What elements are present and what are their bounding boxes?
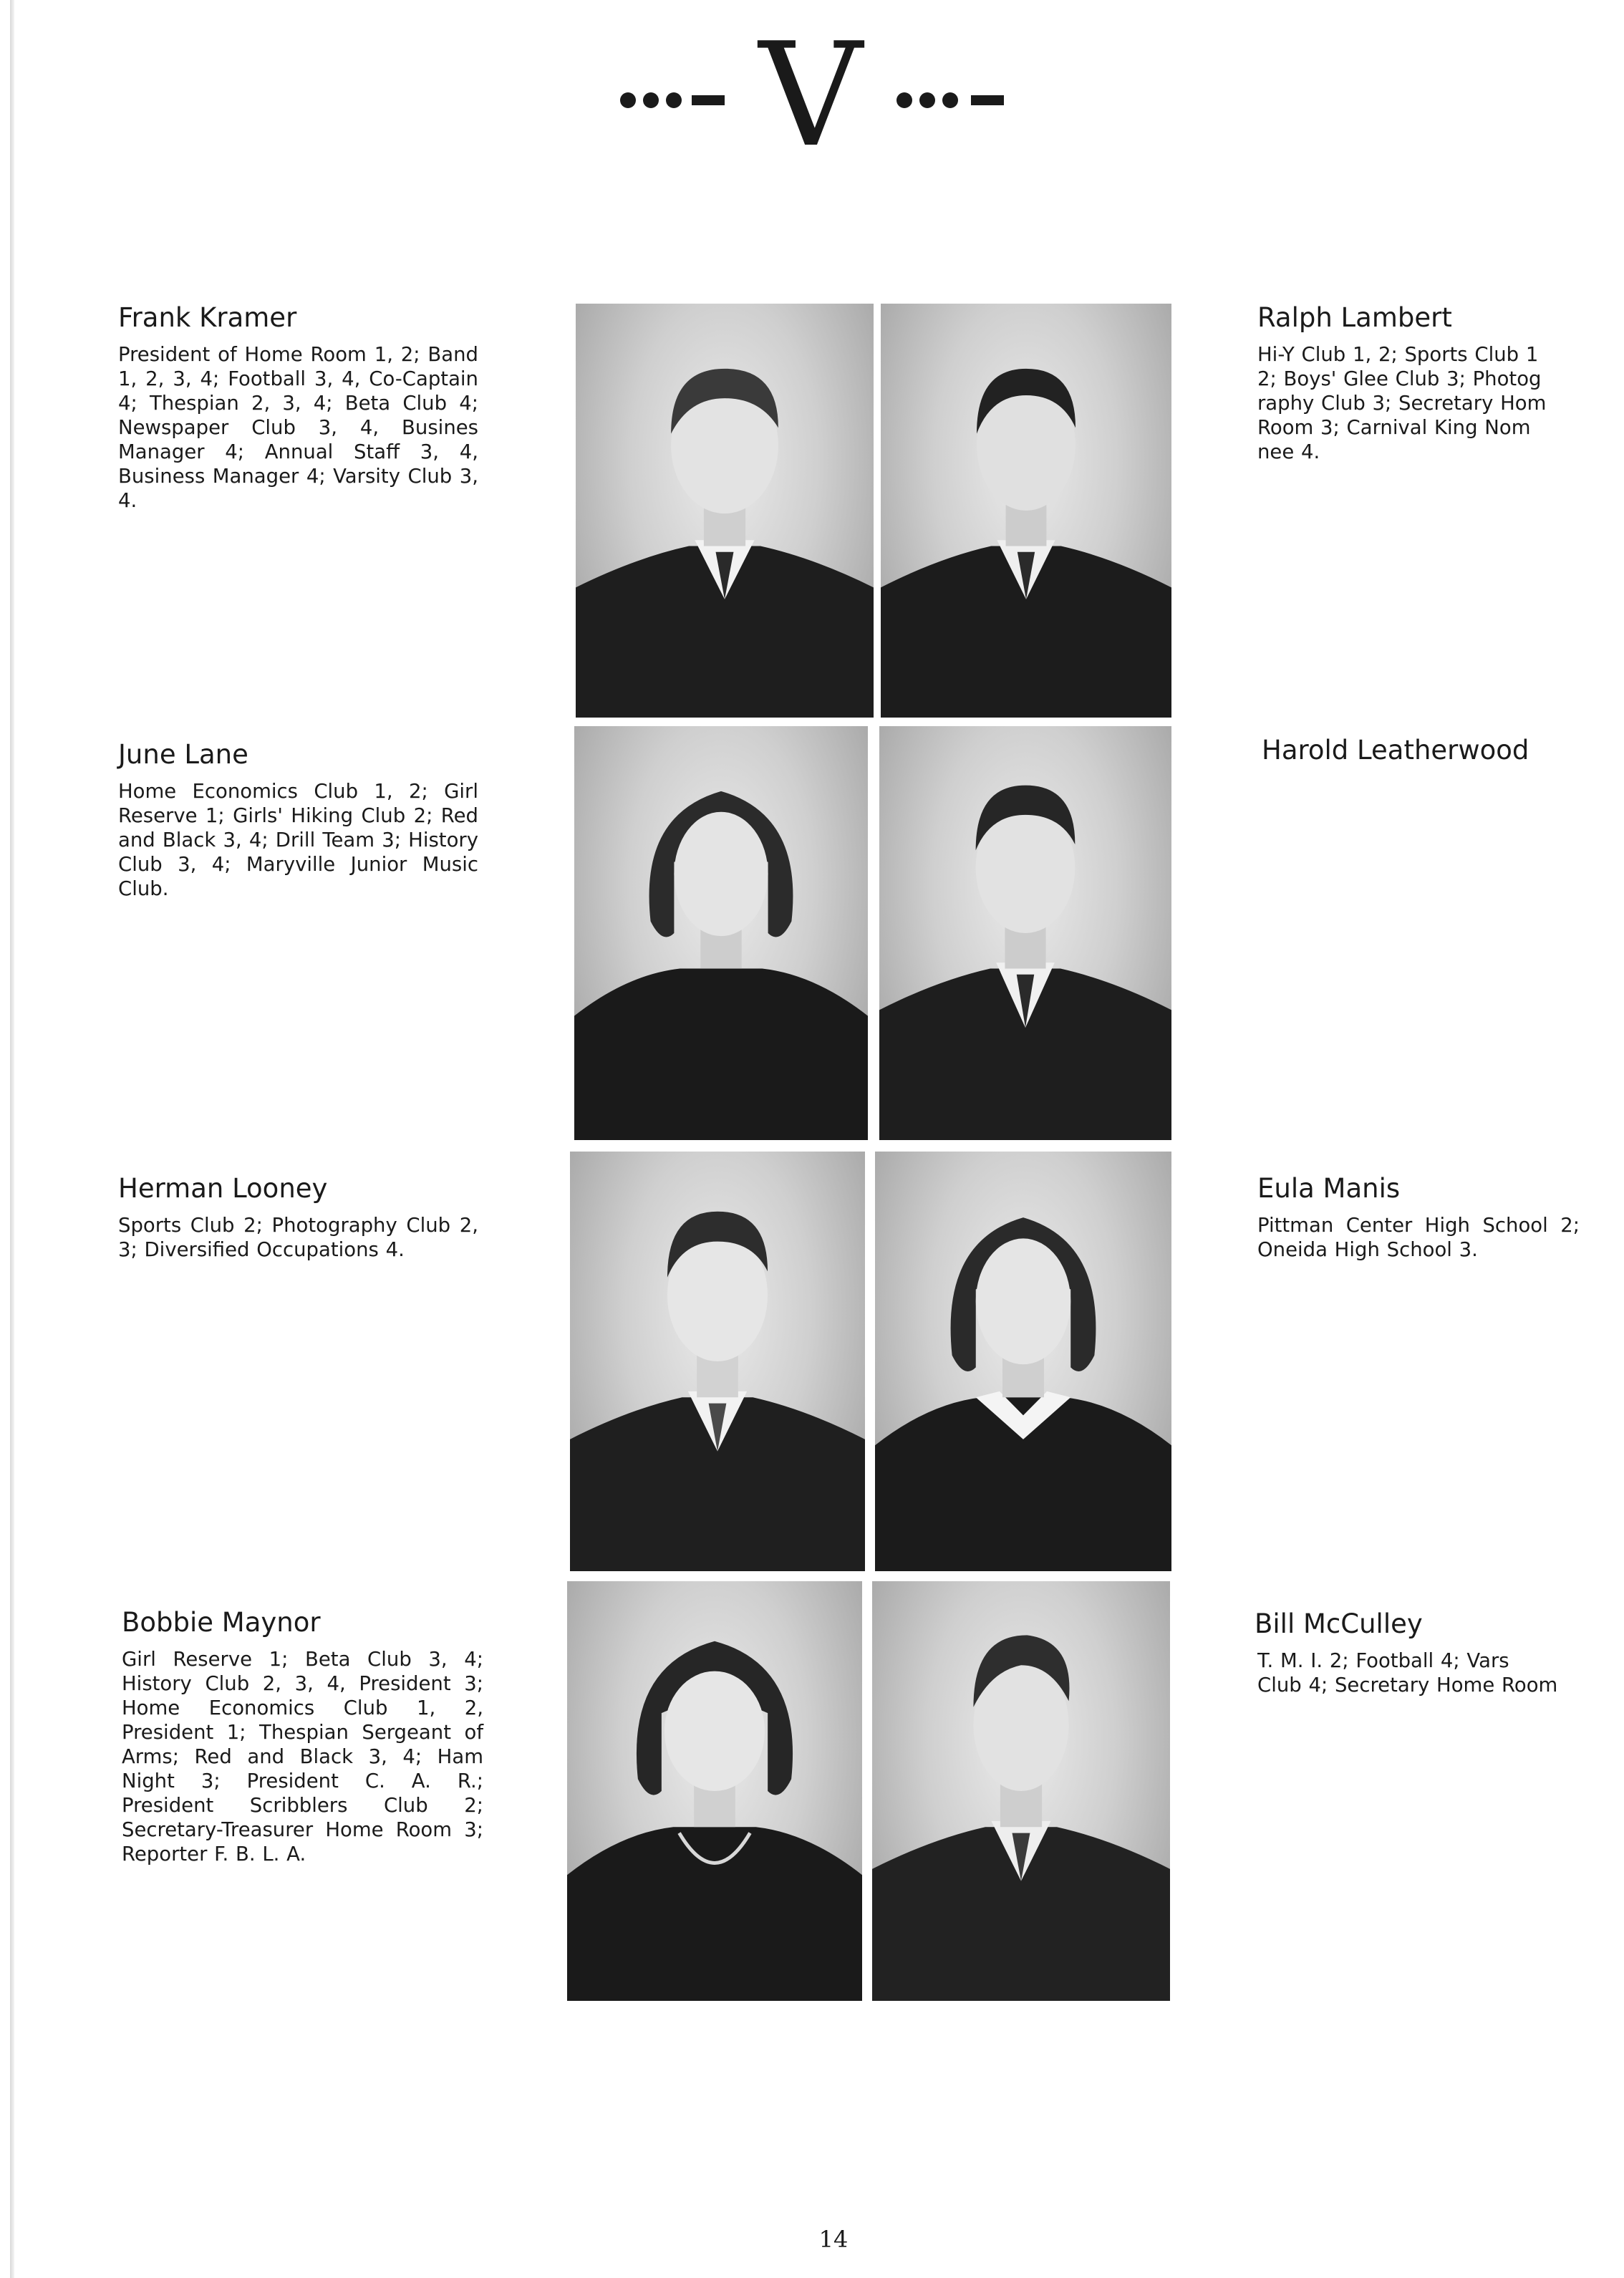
student-bio <box>1257 1649 1601 1699</box>
student-name: June Lane <box>118 739 248 770</box>
student-name: Bobbie Maynor <box>122 1607 321 1638</box>
student-portrait <box>567 1581 862 2001</box>
header-ornament-left <box>620 92 725 108</box>
bio-line: raphy Club 3; Secretary Hom <box>1257 392 1547 415</box>
bio-line: Hi-Y Club 1, 2; Sports Club 1 <box>1257 343 1539 366</box>
student-portrait <box>570 1152 865 1571</box>
student-name: Eula Manis <box>1257 1173 1401 1204</box>
student-portrait <box>574 726 868 1140</box>
student-bio: Girl Reserve 1; Beta Club 3, 4; History Club 2, 3, 4, President 3; Home Economics Club 1, 2, President 1; Thespian Sergeant of Arms; Red and Black 3, 4; Ham Night 3; President C. A. R.; President Scribblers Club 2; Secretary-Treasurer Home Room 3; Reporter F. B. L. A. <box>122 1648 483 1866</box>
student-name: Frank Kramer <box>118 302 297 333</box>
student-portrait <box>875 1152 1171 1571</box>
student-bio <box>1257 342 1603 468</box>
student-bio: President of Home Room 1, 2; Band 1, 2, 3, 4; Football 3, 4, Co-Captain 4; Thespian 2, 3, 4; Beta Club 4; Newspaper Club 3, 4, Busines Manager 4; Annual Staff 3, 4, Business Manager 4; Varsity Club 3, 4. <box>118 343 478 512</box>
student-portrait <box>872 1581 1170 2001</box>
student-bio: Home Economics Club 1, 2; Girl Reserve 1; Girls' Hiking Club 2; Red and Black 3, 4; Drill Team 3; History Club 3, 4; Maryville Junior Music Club. <box>118 780 478 900</box>
student-name: Harold Leatherwood <box>1262 735 1529 766</box>
student-name: Bill McCulley <box>1255 1608 1423 1639</box>
student-bio: Pittman Center High School 2; Oneida High School 3. <box>1257 1214 1580 1261</box>
student-name: Herman Looney <box>118 1173 328 1204</box>
bio-line: T. M. I. 2; Football 4; Vars <box>1257 1649 1509 1672</box>
bio-line: Room 3; Carnival King Nom <box>1257 416 1531 439</box>
page-number: 14 <box>818 2226 849 2253</box>
section-letter: V <box>758 12 863 179</box>
student-portrait <box>879 726 1171 1140</box>
student-bio: Sports Club 2; Photography Club 2, 3; Diversified Occupations 4. <box>118 1214 478 1261</box>
bio-line: 2; Boys' Glee Club 3; Photog <box>1257 367 1542 390</box>
header-ornament-right <box>896 92 1004 108</box>
bio-line: nee 4. <box>1257 440 1320 463</box>
student-portrait <box>576 304 874 718</box>
student-name: Ralph Lambert <box>1257 302 1452 333</box>
section-header <box>0 12 1624 179</box>
bio-line: Club 4; Secretary Home Room <box>1257 1674 1558 1697</box>
page-binding-edge <box>10 0 14 2278</box>
student-portrait <box>881 304 1171 718</box>
